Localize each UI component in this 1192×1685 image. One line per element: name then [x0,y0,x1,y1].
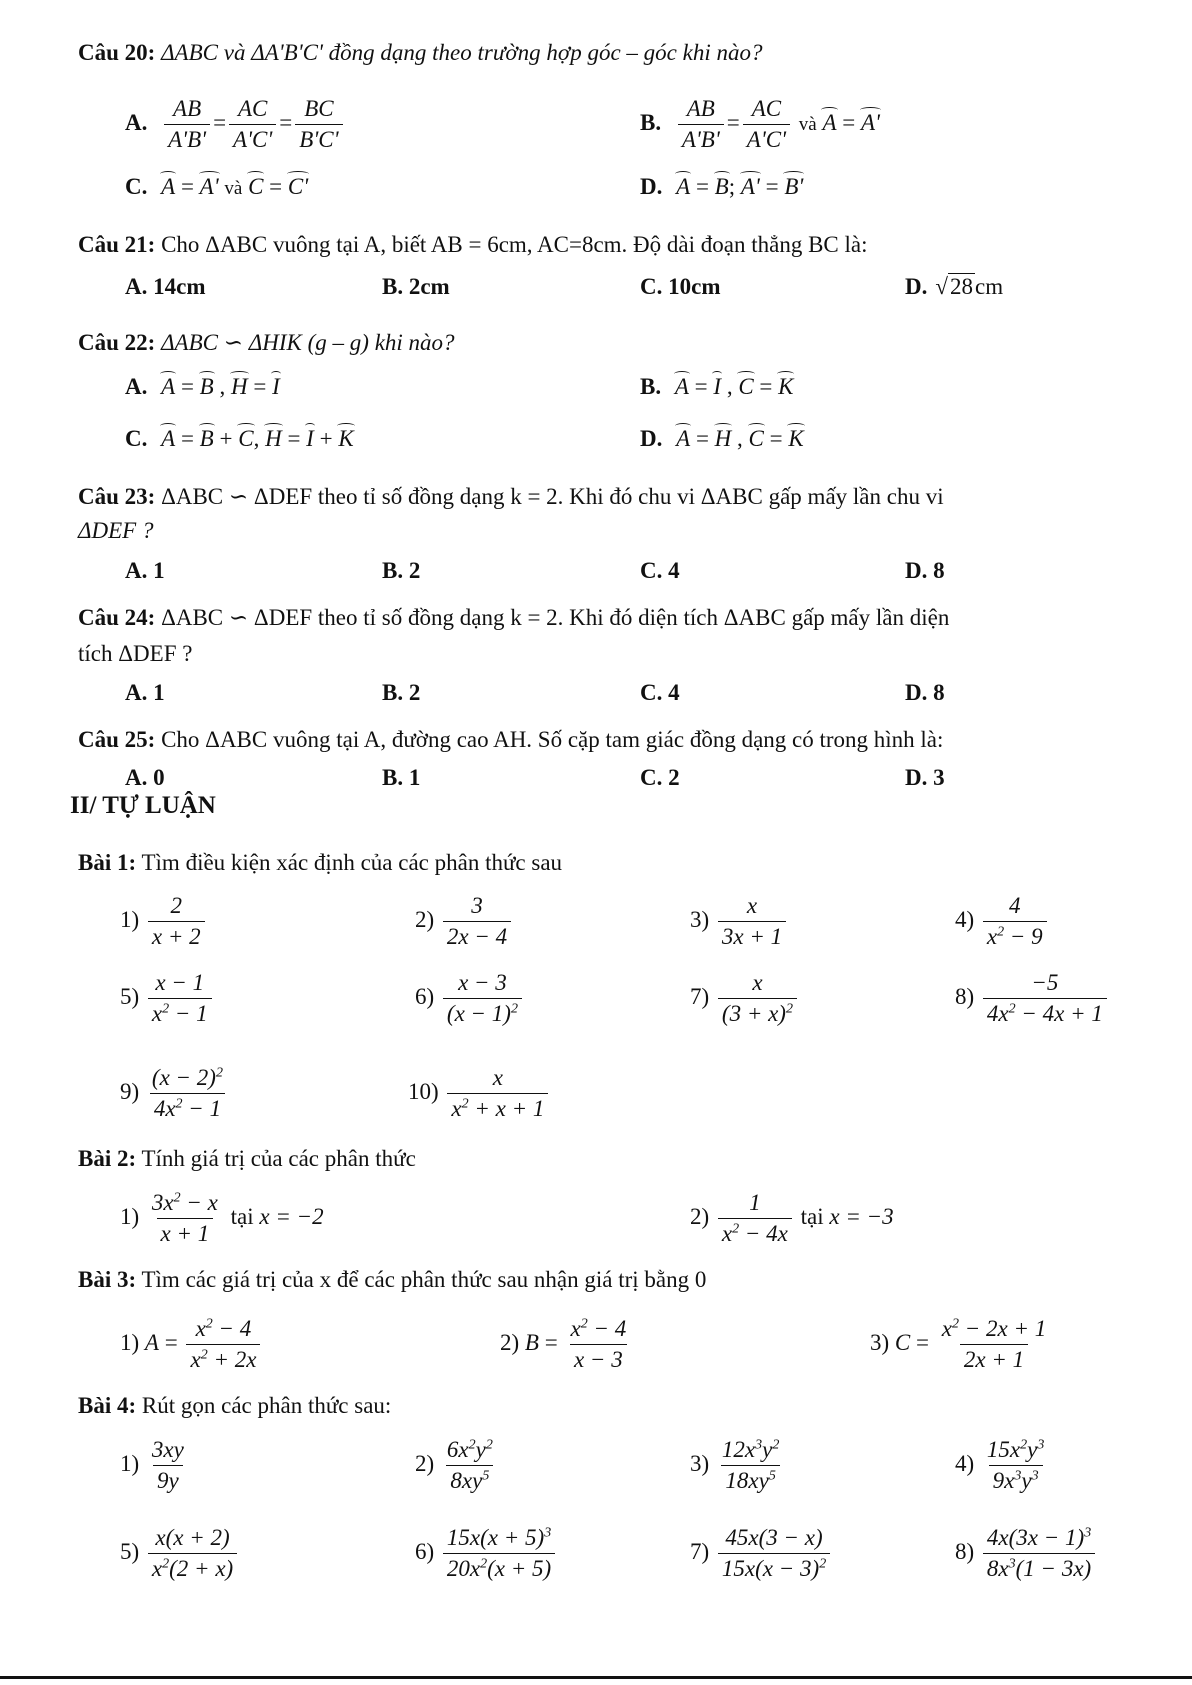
option-22a: A. A = B , H = I [125,374,280,399]
option-24d: D. 8 [905,680,945,705]
question-24-line2: tích ΔDEF ? [78,641,193,666]
ex2-item-1: 1) $\frac{3x^2 - x}{x + 1}$ tại x = −2 [120,1190,324,1246]
option-20a: A. $\frac{AB}{A'B'}$ = $\frac{AC}{A'C'}$ = $\frac{BC}{B'C'}$ [125,96,346,153]
option-20b: B. $\frac{AB}{A'B'}$ = $\frac{AC}{A'C'}$ và A = A' [640,96,880,152]
ex4-item-6: 6) $\frac{15x(x + 5)^3}{20x^2(x + 5)}$ [415,1525,558,1582]
option-24c: C. 4 [640,680,680,705]
ex2-item-2: 2) $\frac{1}{x^2 - 4x}$ tại x = −3 [690,1190,894,1246]
ex1-item-10: 10) $\frac{x}{x^2 + x + 1}$ [408,1065,551,1122]
ex4-item-3: 3) $\frac{12x^3y^2}{18xy^5}$ [690,1437,780,1493]
option-25c: C. 2 [640,765,680,790]
ex4-item-2: 2) $\frac{6x^2y^2}{8xy^5}$ [415,1437,493,1493]
question-20 [78,40,762,66]
option-24b: B. 2 [382,680,421,705]
ex4-item-4: 4) $\frac{15x^2y^3}{9x^3y^3}$ [955,1437,1045,1493]
option-25b: B. 1 [382,765,421,790]
exercise-4-heading: Bài 4: Rút gọn các phân thức sau: [78,1393,392,1418]
option-22c: C. A = B + C, H = I + K [125,426,354,451]
question-text: ΔABC và ΔA'B'C' đồng dạng theo trường hợp góc – góc khi nào? [161,40,763,65]
option-20d: D. A = B; A' = B' [640,174,804,199]
question-23-line2: ΔDEF ? [78,518,154,543]
exercise-2-heading: Bài 2: Tính giá trị của các phân thức [78,1146,416,1171]
option-21d: D. √28cm [905,274,1004,299]
question-23: Câu 23: ΔABC ∽ ΔDEF theo tỉ số đồng dạng k = 2. Khi đó chu vi ΔABC gấp mấy lần chu vi [78,484,944,509]
ex1-item-8: 8) $\frac{-5}{4x^2 - 4x + 1}$ [955,970,1110,1027]
exercise-3-heading: Bài 3: Tìm các giá trị của x để các phân thức sau nhận giá trị bằng 0 [78,1267,707,1292]
ex1-item-9: 9) $\frac{(x - 2)^2}{4x^2 - 1}$ [120,1065,230,1122]
ex1-item-6: 6) $\frac{x - 3}{(x - 1)^2}$ [415,970,525,1027]
section-heading: II/ TỰ LUẬN [70,792,216,819]
option-23a: A. 1 [125,558,165,583]
option-25a: A. 0 [125,765,165,790]
ex4-item-7: 7) $\frac{45x(3 - x)}{15x(x - 3)^2}$ [690,1525,833,1582]
option-24a: A. 1 [125,680,165,705]
question-22: Câu 22: ΔABC ∽ ΔHIK (g – g) khi nào? [78,330,455,355]
ex1-item-2: 2) $\frac{3}{2x - 4}$ [415,893,514,950]
option-21b: B. 2cm [382,274,450,299]
exercise-1-heading: Bài 1: Tìm điều kiện xác định của các phân thức sau [78,850,563,875]
ex3-item-1: 1) A = $\frac{x^2 - 4}{x^2 + 2x}$ [120,1316,263,1373]
ex3-item-3: 3) C = $\frac{x^2 - 2x + 1}{2x + 1}$ [870,1316,1047,1372]
option-25d: D. 3 [905,765,945,790]
bottom-rule [0,1676,1192,1679]
ex1-item-7: 7) $\frac{x}{(3 + x)^2}$ [690,970,800,1027]
option-22d: D. A = H , C = K [640,426,804,451]
option-23b: B. 2 [382,558,421,583]
question-24: Câu 24: ΔABC ∽ ΔDEF theo tỉ số đồng dạng k = 2. Khi đó diện tích ΔABC gấp mấy lần diện [78,605,950,630]
ex1-item-4: 4) $\frac{4}{x^2 - 9}$ [955,893,1050,950]
option-20c: C. A = A' và C = C' [125,174,309,199]
option-22b: B. A = I , C = K [640,374,794,399]
question-label: Câu 20: [78,40,156,65]
ex4-item-5: 5) $\frac{x(x + 2)}{x^2(2 + x)}$ [120,1525,240,1582]
ex4-item-1: 1) $\frac{3xy}{9y}$ [120,1437,184,1493]
question-21: Câu 21: Cho ΔABC vuông tại A, biết AB = 6cm, AC=8cm. Độ dài đoạn thẳng BC là: [78,232,868,257]
option-21c: C. 10cm [640,274,721,299]
ex1-item-5: 5) $\frac{x - 1}{x^2 - 1}$ [120,970,215,1027]
option-23c: C. 4 [640,558,680,583]
ex3-item-2: 2) B = $\frac{x^2 - 4}{x - 3}$ [500,1316,627,1372]
ex1-item-1: 1) $\frac{2}{x + 2}$ [120,893,208,950]
option-21a: A. 14cm [125,274,206,299]
ex4-item-8: 8) $\frac{4x(3x - 1)^3}{8x^3(1 - 3x)}$ [955,1525,1098,1582]
question-25: Câu 25: Cho ΔABC vuông tại A, đường cao AH. Số cặp tam giác đồng dạng có trong hình là: [78,727,944,752]
option-23d: D. 8 [905,558,945,583]
ex1-item-3: 3) $\frac{x}{3x + 1}$ [690,893,789,950]
